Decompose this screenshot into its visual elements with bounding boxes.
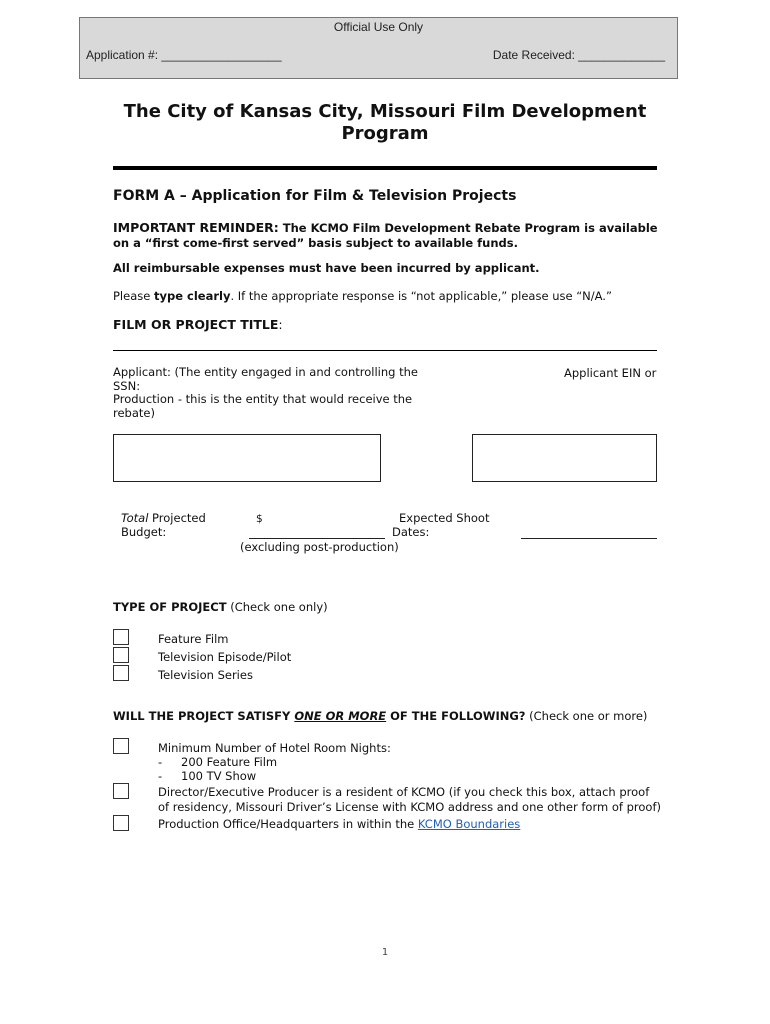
title-divider: [113, 166, 657, 170]
application-number-label: Application #: __________________: [86, 48, 282, 62]
hotel-nights-checkbox[interactable]: [113, 738, 129, 754]
feature-film-label: Feature Film: [158, 632, 229, 646]
applicant-line-2: SSN:: [113, 378, 141, 393]
hotel-item-tv: [158, 769, 256, 783]
tv-series-label: Television Series: [158, 668, 253, 682]
production-office-text: Production Office/Headquarters in within the: [158, 817, 418, 831]
producer-resident-checkbox[interactable]: [113, 783, 129, 799]
production-office-checkbox[interactable]: [113, 815, 129, 831]
satisfy-heading: [113, 709, 647, 723]
type-clearly-note: [113, 289, 612, 303]
page-number: 1: [381, 947, 389, 958]
applicant-line-3: Production - this is the entity that would receive the: [113, 392, 413, 406]
dates-label: Dates:: [392, 525, 430, 539]
shoot-label: Expected Shoot: [399, 511, 490, 525]
reimbursable-note: All reimbursable expenses must have been incurred by applicant.: [113, 261, 540, 275]
reminder-lead: IMPORTANT REMINDER:: [113, 220, 279, 235]
shoot-dates-input-line[interactable]: [521, 538, 657, 539]
budget-input-line[interactable]: [249, 538, 385, 539]
applicant-description: [113, 366, 433, 420]
hotel-item-feature-text: 200 Feature Film: [181, 755, 278, 769]
applicant-ein-field[interactable]: [472, 434, 657, 482]
please-bold: type clearly: [153, 289, 231, 303]
feature-film-checkbox[interactable]: [113, 629, 129, 645]
tv-series-checkbox[interactable]: [113, 665, 129, 681]
hotel-item-feature: [158, 755, 277, 769]
hotel-item-dash: -: [158, 769, 163, 783]
reminder-text: The KCMO Film Development Rebate Program is available on a “first come-first served” basis subject to available funds.: [113, 221, 658, 250]
production-office-label: [158, 817, 520, 831]
film-title-input-line[interactable]: [113, 350, 657, 351]
project-type-instruction: (Check one only): [226, 600, 328, 614]
please-prefix: Please: [113, 289, 154, 303]
total-italic: Total: [121, 511, 149, 525]
tv-episode-checkbox[interactable]: [113, 647, 129, 663]
hotel-item-tv-text: 100 TV Show: [181, 769, 257, 783]
hotel-item-dash: -: [158, 755, 163, 769]
applicant-ein-label: Applicant EIN or: [564, 366, 657, 380]
date-received-label: Date Received: _____________: [492, 48, 665, 62]
total-projected-label: [121, 511, 206, 525]
form-heading: FORM A – Application for Film & Television Projects: [113, 188, 517, 204]
producer-resident-line-2: of residency, Missouri Driver’s License with KCMO address and one other form of proof): [158, 800, 661, 814]
applicant-name-field[interactable]: [113, 434, 381, 482]
official-use-box: [79, 17, 678, 79]
film-title-colon: :: [278, 317, 283, 332]
project-type-title: TYPE OF PROJECT: [113, 600, 227, 614]
budget-label: Budget:: [121, 525, 167, 539]
satisfy-heading-emphasis: ONE OR MORE: [294, 709, 387, 723]
important-reminder: [113, 220, 673, 251]
film-title-label: [113, 317, 283, 332]
applicant-line-1: Applicant: (The entity engaged in and controlling the: [113, 365, 418, 379]
applicant-line-4: rebate): [113, 405, 155, 420]
project-type-heading: [113, 600, 328, 614]
please-suffix: . If the appropriate response is “not applicable,” please use “N/A.”: [230, 289, 612, 303]
dollar-sign: $: [256, 513, 263, 525]
tv-episode-label: Television Episode/Pilot: [158, 650, 292, 664]
hotel-nights-label: Minimum Number of Hotel Room Nights:: [158, 741, 391, 755]
page-title: The City of Kansas City, Missouri Film Development Program: [123, 101, 647, 144]
budget-note: (excluding post-production): [240, 540, 399, 554]
projected-text: Projected: [148, 511, 206, 525]
official-use-title: Official Use Only: [333, 20, 424, 34]
film-title-text: FILM OR PROJECT TITLE: [113, 317, 279, 332]
satisfy-heading-end: OF THE FOLLOWING?: [386, 709, 526, 723]
kcmo-boundaries-link[interactable]: KCMO Boundaries: [417, 817, 521, 831]
producer-resident-line-1: Director/Executive Producer is a resident of KCMO (if you check this box, attach proof: [158, 785, 650, 799]
satisfy-instruction: (Check one or more): [525, 709, 648, 723]
satisfy-heading-start: WILL THE PROJECT SATISFY: [113, 709, 295, 723]
